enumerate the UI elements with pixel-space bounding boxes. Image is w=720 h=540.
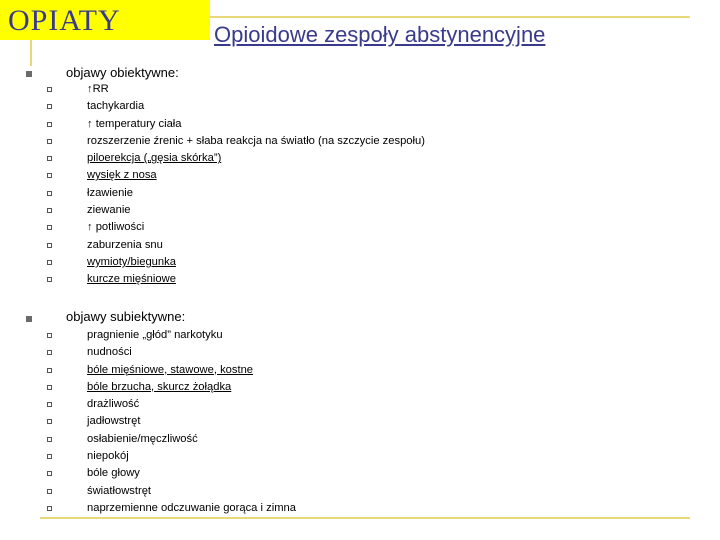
square-bullet-icon (47, 208, 52, 213)
list-item (0, 202, 720, 219)
square-bullet-icon (47, 191, 52, 196)
square-bullet-icon (47, 104, 52, 109)
square-bullet-icon (47, 139, 52, 144)
list-item (0, 396, 720, 413)
slide-title: OPIATY (8, 4, 121, 37)
square-bullet-icon (47, 454, 52, 459)
list-item (0, 185, 720, 202)
list-item (0, 167, 720, 184)
list-item-text: ↑RR (87, 83, 109, 95)
section-bullet-icon (26, 71, 32, 77)
square-bullet-icon (47, 402, 52, 407)
list-item-text: pragnienie „głód” narkotyku (87, 329, 223, 341)
list-item (0, 483, 720, 500)
list-item (0, 327, 720, 344)
vertical-rule (30, 40, 32, 66)
list-item (0, 81, 720, 98)
list-item (0, 150, 720, 167)
slide-heading: Opioidowe zespoły abstynencyjne (214, 22, 546, 47)
list-item (0, 98, 720, 115)
list-item-text: jadłowstręt (87, 415, 141, 428)
list-item-text: wymioty/biegunka (87, 255, 176, 268)
list-item (0, 465, 720, 482)
square-bullet-icon (47, 437, 52, 442)
square-bullet-icon (47, 368, 52, 373)
square-bullet-icon (47, 489, 52, 494)
section-heading-subjective: objawy subiektywne: (66, 309, 186, 324)
list-item-text: rozszerzenie źrenic + słaba reakcja na światło (na szczycie zespołu) (87, 134, 425, 147)
list-item-text: kurcze mięśniowe (87, 273, 176, 286)
list-item-text: piloerekcja („gęsia skórka”) (87, 152, 222, 165)
square-bullet-icon (47, 243, 52, 248)
list-item-text: światłowstręt (87, 484, 152, 497)
list-item-text: drażliwość (87, 398, 140, 411)
list-item (0, 448, 720, 465)
list-item (0, 362, 720, 379)
top-rule (210, 16, 690, 18)
list-item (0, 344, 720, 361)
objective-symptoms-list (0, 81, 720, 289)
list-item-text: osłabienie/męczliwość (87, 432, 198, 445)
subjective-symptoms-list (0, 327, 720, 517)
square-bullet-icon (47, 225, 52, 230)
square-bullet-icon (47, 156, 52, 161)
list-item (0, 254, 720, 271)
list-item-text: ↑ potliwości (87, 221, 145, 234)
list-item (0, 271, 720, 288)
list-item-text: nudności (87, 346, 132, 359)
list-item-text: zaburzenia snu (87, 238, 163, 251)
square-bullet-icon (47, 419, 52, 424)
square-bullet-icon (47, 350, 52, 355)
list-item-text: bóle głowy (87, 467, 140, 480)
square-bullet-icon (47, 471, 52, 476)
square-bullet-icon (47, 260, 52, 265)
list-item (0, 431, 720, 448)
list-item-text: bóle brzucha, skurcz żołądka (87, 380, 232, 393)
title-block (0, 0, 210, 40)
square-bullet-icon (47, 173, 52, 178)
square-bullet-icon (47, 87, 52, 92)
list-item (0, 379, 720, 396)
list-item (0, 116, 720, 133)
list-item-text: bóle mięśniowe, stawowe, kostne (87, 363, 254, 376)
square-bullet-icon (47, 385, 52, 390)
list-item-text: tachykardia (87, 100, 145, 113)
list-item (0, 133, 720, 150)
list-item-text: ziewanie (87, 204, 131, 217)
square-bullet-icon (47, 333, 52, 338)
section-heading-objective: objawy obiektywne: (66, 65, 179, 80)
list-item (0, 219, 720, 236)
list-item (0, 237, 720, 254)
list-item-text: niepokój (87, 450, 129, 463)
list-item (0, 413, 720, 430)
bottom-rule (40, 517, 690, 519)
list-item-text: ↑ temperatury ciała (87, 117, 182, 130)
list-item-text: naprzemienne odczuwanie gorąca i zimna (87, 501, 296, 514)
list-item-text: wysięk z nosa (87, 169, 157, 182)
list-item-text: łzawienie (87, 186, 134, 199)
square-bullet-icon (47, 277, 52, 282)
section-bullet-icon (26, 316, 32, 322)
square-bullet-icon (47, 506, 52, 511)
square-bullet-icon (47, 122, 52, 127)
list-item (0, 500, 720, 517)
